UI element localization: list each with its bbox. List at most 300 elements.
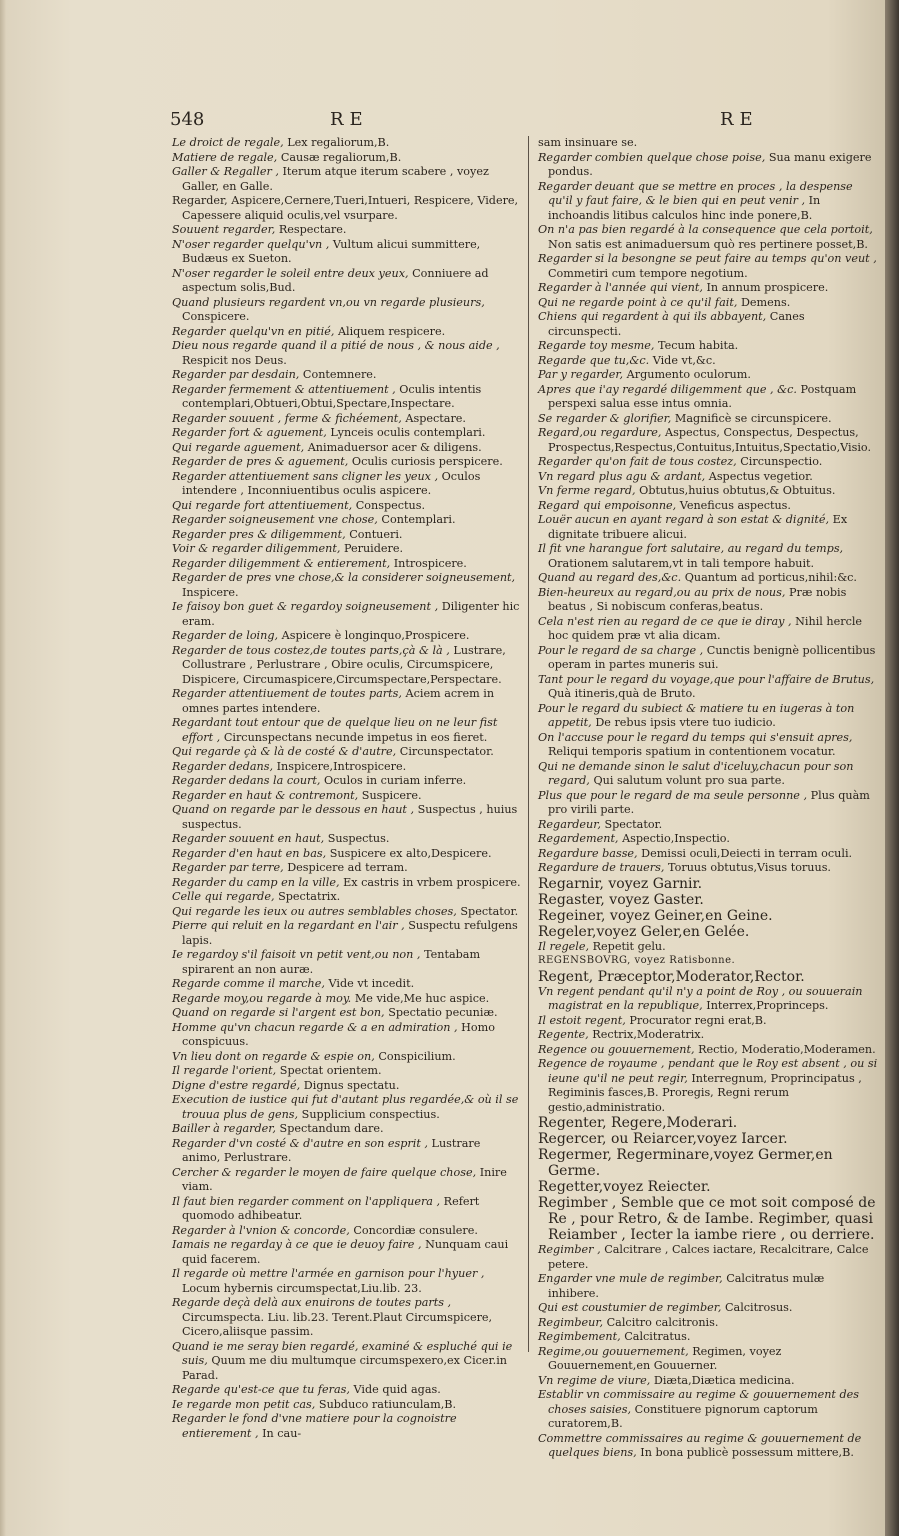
dictionary-entry <box>172 557 522 572</box>
dictionary-entry <box>538 924 878 940</box>
dictionary-entry <box>538 1345 878 1374</box>
entry-term: Qui regarde aguement, <box>172 440 305 454</box>
entry-gloss: Spectator. <box>604 817 663 831</box>
entry-term: Establir vn commissaire au regime & gouuernement des choses saisies, <box>538 1388 859 1416</box>
dictionary-entry <box>538 223 878 252</box>
entry-gloss: Animaduersor acer & diligens. <box>307 440 482 454</box>
dictionary-entry <box>172 1238 522 1267</box>
entry-term: On l'accuse pour le regard du temps qui s'ensuit apres, <box>538 730 853 744</box>
dictionary-entry <box>538 513 878 542</box>
dictionary-entry <box>538 969 878 985</box>
dictionary-entry <box>538 151 878 180</box>
dictionary-entry <box>172 1383 522 1398</box>
entry-gloss: Subduco ratiunculam,B. <box>318 1397 457 1411</box>
dictionary-entry <box>172 296 522 325</box>
dictionary-entry <box>172 1166 522 1195</box>
entry-term: Regente, <box>538 1028 589 1041</box>
entry-gloss: Causæ regaliorum,B. <box>280 150 402 164</box>
right-column <box>538 136 878 1461</box>
entry-term: Voir & regarder diligemment, <box>172 542 341 555</box>
entry-gloss: Calcitrosus. <box>724 1301 793 1314</box>
dictionary-entry <box>172 890 522 905</box>
entry-term: Regarder souuent , ferme & fichéement, <box>172 411 402 425</box>
entry-term: Matiere de regale, <box>172 150 278 164</box>
entry-term: Ie regarde mon petit cas, <box>172 1397 316 1411</box>
entry-term: Regardement, <box>538 832 619 845</box>
dictionary-entry <box>172 151 522 166</box>
dictionary-entry <box>172 687 522 716</box>
entry-gloss: Circumspecta. Liu. lib.23. Terent.Plaut Circumspicere, Cicero,aliisque passim. <box>182 1310 493 1338</box>
dictionary-entry <box>538 832 878 847</box>
entry-gloss: Oculis intentis contemplari,Obtueri,Obtui,Spectare,Inspectare. <box>182 382 482 410</box>
entry-term: Regarder de tous costez,de toutes parts,çà & là , <box>172 643 450 657</box>
dictionary-entry <box>172 861 522 876</box>
entry-term: Regardure de trauers, <box>538 861 665 874</box>
dictionary-entry <box>172 1137 522 1166</box>
entry-gloss: Peruidere. <box>343 542 404 555</box>
dictionary-entry <box>538 1028 878 1043</box>
dictionary-entry <box>538 1301 878 1316</box>
dictionary-entry <box>538 252 878 281</box>
entry-gloss: Argumento oculorum. <box>626 368 751 381</box>
entry-gloss: Conspicilium. <box>378 1049 456 1063</box>
entry-term: Vn regard plus agu & ardant, <box>538 469 706 483</box>
dictionary-entry <box>538 281 878 296</box>
entry-term: Dieu nous regarde quand il a pitié de nous , & nous aide , <box>172 339 500 352</box>
dictionary-entry <box>538 412 878 427</box>
dictionary-entry <box>538 644 878 673</box>
entry-gloss: REGENSBOVRG, voyez Ratisbonne. <box>538 955 736 966</box>
entry-term: Regarder de loing, <box>172 629 279 642</box>
entry-term: Celle qui regarde, <box>172 890 275 903</box>
entry-gloss: Conspicere. <box>182 310 250 323</box>
entry-term: Apres que i'ay regardé diligemment que , &c. <box>538 382 797 396</box>
entry-gloss: In annum prospicere. <box>706 281 829 294</box>
dictionary-entry <box>538 876 878 892</box>
entry-gloss: Inspicere. <box>182 585 239 599</box>
entry-gloss: Respicit nos Deus. <box>182 353 287 367</box>
entry-term: Regarder de pres vne chose,& la considerer soigneusement, <box>172 571 516 584</box>
dictionary-entry <box>538 1147 878 1179</box>
dictionary-entry <box>538 940 878 955</box>
entry-term: Bailler à regarder, <box>172 1122 276 1135</box>
entry-term: Regimbement, <box>538 1330 621 1343</box>
entry-gloss: Calcitrare , Calces iactare, Recalcitrare, Calce petere. <box>548 1243 869 1271</box>
entry-gloss: Constituere pignorum captorum curatorem,B. <box>548 1402 818 1430</box>
dictionary-entry <box>538 586 878 615</box>
entry-term: Vn ferme regard, <box>538 484 636 497</box>
running-head-right: RE <box>720 109 759 130</box>
dictionary-entry <box>172 455 522 470</box>
entry-term: Il fit vne harangue fort salutaire, au regard du temps, <box>538 542 844 555</box>
entry-gloss: Repetit gelu. <box>592 939 666 953</box>
entry-gloss: Cunctis benignè pollicentibus operam in partes muneris sui. <box>548 643 876 671</box>
entry-gloss: Contemnere. <box>302 368 377 381</box>
entry-term: Qui ne regarde point à ce qu'il fait, <box>538 295 738 309</box>
entry-term: Vn regime de viure, <box>538 1373 651 1387</box>
entry-gloss: Vide vt incedit. <box>328 977 415 990</box>
entry-term: Regarder attentiuement sans cligner les yeux , <box>172 469 439 483</box>
dictionary-entry <box>172 919 522 948</box>
entry-gloss: Aciem acrem in omnes partes intendere. <box>182 687 495 715</box>
entry-term: Qui regarde çà & là de costé & d'autre, <box>172 745 397 758</box>
entry-term: Regarder soigneusement vne chose, <box>172 513 378 526</box>
dictionary-entry <box>172 165 522 194</box>
entry-term: Regarder diligemment & entierement, <box>172 556 391 570</box>
entry-term: Le droict de regale, <box>172 136 284 149</box>
entry-gloss: Regetter,voyez Reiecter. <box>538 1179 711 1195</box>
entry-gloss: Calcitro calcitronis. <box>606 1315 719 1329</box>
entry-term: Engarder vne mule de regimber, <box>538 1272 723 1285</box>
dictionary-entry <box>172 412 522 427</box>
entry-gloss: Calcitratus mulæ inhibere. <box>548 1272 825 1300</box>
entry-gloss: In inchoandis litibus calculos hinc inde ponere,B. <box>548 194 821 222</box>
entry-term: Regarder fort & aguement, <box>172 426 327 439</box>
entry-gloss: Supplicium conspectius. <box>301 1107 440 1121</box>
entry-term: Iamais ne regarday à ce que ie deuoy faire , <box>172 1238 422 1251</box>
entry-term: Il regele, <box>538 939 590 953</box>
entry-term: Qui regarde fort attentiuement, <box>172 498 353 512</box>
entry-gloss: Aspectare. <box>405 411 466 425</box>
dictionary-entry <box>538 1195 878 1243</box>
dictionary-entry <box>538 985 878 1014</box>
entry-gloss: Iterum atque iterum scabere , voyez Galler, en Galle. <box>182 165 489 193</box>
entry-gloss: Spectatrix. <box>278 890 341 903</box>
dictionary-entry <box>172 1079 522 1094</box>
entry-term: Vn regent pendant qu'il n'y a point de Roy , ou souuerain magistrat en la republique, <box>538 984 863 1012</box>
entry-term: Regarder de pres & aguement, <box>172 455 349 468</box>
dictionary-entry <box>538 1316 878 1331</box>
entry-gloss: Lynceis oculis contemplari. <box>330 426 486 439</box>
entry-gloss: Despicere ad terram. <box>287 861 408 874</box>
entry-term: Regarder à l'année qui vient, <box>538 281 703 294</box>
entry-gloss: Circunspectator. <box>399 745 494 758</box>
entry-term: Regard qui empoisonne, <box>538 498 677 512</box>
dictionary-entry <box>172 1050 522 1065</box>
entry-gloss: Spectator. <box>460 904 519 918</box>
entry-term: Regarder dedans, <box>172 759 274 773</box>
dictionary-entry <box>172 470 522 499</box>
entry-gloss: Nihil hercle hoc quidem præ vt alia dicam. <box>548 614 863 642</box>
entry-gloss: Toruus obtutus,Visus toruus. <box>668 861 831 874</box>
dictionary-entry <box>172 745 522 760</box>
entry-gloss: Regeler,voyez Geler,en Gelée. <box>538 923 750 940</box>
entry-term: Ie regardoy s'il faisoit vn petit vent,ou non , <box>172 948 421 961</box>
dictionary-entry <box>172 629 522 644</box>
entry-term: Regarde qu'est-ce que tu feras, <box>172 1383 350 1396</box>
entry-term: Par y regarder, <box>538 368 624 381</box>
entry-gloss: Spectandum dare. <box>279 1122 384 1135</box>
dictionary-entry <box>538 426 878 455</box>
dictionary-entry <box>172 644 522 688</box>
dictionary-entry <box>172 542 522 557</box>
dictionary-entry <box>538 310 878 339</box>
dictionary-entry <box>172 1340 522 1384</box>
entry-gloss: Regimen, voyez Gouuernement,en Gouuerner. <box>548 1344 782 1372</box>
entry-term: Souuent regarder, <box>172 223 276 236</box>
entry-gloss: Conniuere ad aspectum solis,Bud. <box>182 266 489 294</box>
dictionary-entry <box>538 571 878 586</box>
entry-gloss: Vide quid agas. <box>353 1383 441 1396</box>
entry-term: Plus que pour le regard de ma seule personne , <box>538 788 808 802</box>
entry-term: Il estoit regent, <box>538 1013 626 1027</box>
entry-gloss: Regermer, Regerminare,voyez Germer,en Germe. <box>538 1147 833 1179</box>
dictionary-entry <box>538 954 878 969</box>
entry-term: Regarder d'en haut en bas, <box>172 846 327 860</box>
entry-term: Regarder fermement & attentiuement , <box>172 382 396 396</box>
entry-term: Regimber , <box>538 1243 601 1256</box>
entry-gloss: Aspectus, Conspectus, Despectus, Prospectus,Respectus,Contuitus,Intuitus,Spectatio,Visio. <box>548 426 872 454</box>
entry-gloss: Conspectus. <box>355 498 426 512</box>
dictionary-entry <box>172 876 522 891</box>
entry-gloss: Regaster, voyez Gaster. <box>538 891 704 908</box>
dictionary-entry <box>172 1195 522 1224</box>
entry-gloss: Ex dignitate tribuere alicui. <box>548 513 848 541</box>
entry-gloss: Suspicere ex alto,Despicere. <box>329 846 492 860</box>
entry-gloss: Interrex,Proprinceps. <box>706 999 829 1012</box>
entry-gloss: Regarder, Aspicere,Cernere,Tueri,Intueri, Respicere, Videre, Capessere aliquid oculis,vel vsurpare. <box>172 194 519 222</box>
dictionary-entry <box>538 760 878 789</box>
entry-term: Pour le regard de sa charge , <box>538 643 704 657</box>
entry-term: Regarder attentiuement de toutes parts, <box>172 687 402 700</box>
entry-gloss: Regarnir, voyez Garnir. <box>538 875 703 892</box>
dictionary-entry <box>172 1412 522 1441</box>
entry-gloss: Concordiæ consulere. <box>353 1223 478 1237</box>
dictionary-entry <box>538 339 878 354</box>
entry-gloss: Plus quàm pro virili parte. <box>548 788 870 816</box>
entry-term: Regarder à l'vnion & concorde, <box>172 1223 350 1237</box>
entry-term: Quand on regarde par le dessous en haut , <box>172 803 415 816</box>
entry-gloss: Interregnum, Proprincipatus , Regiminis fasces,B. Proregis, Regni rerum gestio,administratio. <box>548 1071 862 1114</box>
entry-gloss: Canes circunspecti. <box>548 310 805 338</box>
entry-gloss: Obtutus,huius obtutus,& Obtuitus. <box>639 484 836 497</box>
entry-gloss: In cau- <box>262 1426 302 1440</box>
entry-gloss: Spectat orientem. <box>279 1064 382 1077</box>
entry-term: Galler & Regaller , <box>172 165 279 178</box>
entry-gloss: Suspicere. <box>361 788 422 802</box>
entry-gloss: Rectrix,Moderatrix. <box>592 1028 705 1041</box>
entry-gloss: Oculos intendere , Inconniuentibus oculis aspicere. <box>182 469 481 497</box>
entry-term: Il regarde où mettre l'armée en garnison pour l'hyuer , <box>172 1267 485 1280</box>
entry-gloss: Rectio, Moderatio,Moderamen. <box>698 1042 876 1056</box>
entry-gloss: Aspicere è longinquo,Prospicere. <box>281 629 470 642</box>
left-column <box>172 136 522 1441</box>
entry-term: Digne d'estre regardé, <box>172 1078 301 1092</box>
entry-gloss: Contemplari. <box>381 513 456 526</box>
entry-term: Regence de royaume , pendant que le Roy est absent , ou si ieune qu'il ne peut regir, <box>538 1057 878 1085</box>
dictionary-entry <box>172 760 522 775</box>
entry-gloss: Quà itineris,quà de Bruto. <box>548 687 696 700</box>
dictionary-entry <box>172 905 522 920</box>
entry-term: Quand plusieurs regardent vn,ou vn regarde plusieurs, <box>172 295 485 309</box>
entry-term: Regard,ou regardure, <box>538 426 662 439</box>
entry-term: Louër aucun en ayant regard à son estat & dignité, <box>538 513 830 526</box>
entry-gloss: Lustrare animo, Perlustrare. <box>182 1136 481 1164</box>
entry-term: Pour le regard du subiect & matiere tu en iugeras à ton appetit, <box>538 701 855 729</box>
entry-term: N'oser regarder quelqu'vn , <box>172 237 330 251</box>
dictionary-entry <box>172 383 522 412</box>
entry-term: Il faut bien regarder comment on l'appliquera , <box>172 1194 441 1208</box>
dictionary-entry <box>172 325 522 340</box>
entry-gloss: Præ nobis beatus , Si nobiscum conferas,beatus. <box>548 585 847 613</box>
dictionary-entry <box>538 1131 878 1147</box>
entry-term: Regardure basse, <box>538 846 638 860</box>
entry-term: Quand au regard des,&c. <box>538 571 682 584</box>
dictionary-entry <box>172 1021 522 1050</box>
entry-gloss: In bona publicè possessum mittere,B. <box>640 1446 854 1459</box>
entry-gloss: Calcitratus. <box>624 1330 691 1343</box>
entry-gloss: Circunspectans necunde impetus in eos fieret. <box>223 730 488 744</box>
dictionary-entry <box>172 1093 522 1122</box>
entry-gloss: Postquam perspexi salua esse intus omnia. <box>548 382 857 410</box>
entry-gloss: Magnificè se circunspicere. <box>674 411 832 425</box>
entry-gloss: De rebus ipsis vtere tuo iudicio. <box>595 716 776 729</box>
entry-term: Regarder pres & diligemment, <box>172 527 346 541</box>
entry-gloss: Spectatio pecuniæ. <box>388 1006 498 1019</box>
entry-term: Regarder souuent en haut, <box>172 832 325 845</box>
entry-term: Regarde toy mesme, <box>538 339 655 352</box>
entry-term: Regarder quelqu'vn en pitié, <box>172 324 335 338</box>
entry-term: Regarder par desdain, <box>172 368 300 381</box>
entry-term: Il regarde l'orient, <box>172 1064 277 1077</box>
entry-gloss: Diæta,Diætica medicina. <box>653 1373 795 1387</box>
dictionary-entry <box>538 1272 878 1301</box>
dictionary-entry <box>172 977 522 992</box>
dictionary-entry <box>172 1224 522 1239</box>
dictionary-entry <box>172 441 522 456</box>
entry-gloss: Homo conspicuus. <box>182 1020 495 1048</box>
entry-gloss: Suspectu refulgens lapis. <box>182 919 518 947</box>
entry-gloss: Regenter, Regere,Moderari. <box>538 1115 738 1131</box>
entry-gloss: Non satis est animaduersum quò res pertinere posset,B. <box>548 237 868 251</box>
dictionary-entry <box>538 1014 878 1029</box>
entry-term: On n'a pas bien regardé à la consequence que cela portoit, <box>538 223 873 236</box>
dictionary-entry <box>538 731 878 760</box>
entry-gloss: Suspectus. <box>327 832 390 845</box>
entry-term: Regarder qu'on fait de tous costez, <box>538 455 737 468</box>
entry-gloss: Reliqui temporis spatium in contentionem vocatur. <box>548 745 836 758</box>
dictionary-entry <box>538 1388 878 1432</box>
dictionary-entry <box>172 136 522 151</box>
entry-term: Chiens qui regardent à qui ils abbayent, <box>538 310 767 323</box>
entry-term: Regarde comme il marche, <box>172 977 325 990</box>
dictionary-entry <box>172 267 522 296</box>
entry-gloss: Qui salutum volunt pro sua parte. <box>593 774 785 787</box>
entry-gloss: Oculis curiosis perspicere. <box>351 455 503 468</box>
entry-term: N'oser regarder le soleil entre deux yeux, <box>172 266 409 280</box>
dictionary-entry <box>172 600 522 629</box>
dictionary-entry <box>538 789 878 818</box>
entry-term: Commettre commissaires au regime & gouuernement de quelques biens, <box>538 1431 862 1459</box>
dictionary-entry <box>172 194 522 223</box>
entry-gloss: Regimber , Semble que ce mot soit composé de Re , pour Retro, & de Iambe. Regimber, quasi Reiamber , Iecter la iambe riere , ou derriere. <box>538 1195 876 1243</box>
dictionary-entry <box>538 847 878 862</box>
column-divider <box>528 136 529 1352</box>
entry-gloss: Inire viam. <box>182 1165 507 1193</box>
dictionary-entry <box>538 1432 878 1461</box>
entry-term: Regence ou gouuernement, <box>538 1042 695 1056</box>
entry-term: Regarder le fond d'vne matiere pour la cognoistre entierement , <box>172 1412 457 1440</box>
entry-term: Regardeur, <box>538 817 601 831</box>
entry-term: Regarder par terre, <box>172 861 284 874</box>
entry-gloss: Sua manu exigere pondus. <box>548 150 872 178</box>
entry-gloss: Tecum habita. <box>658 339 739 352</box>
dictionary-entry <box>172 571 522 600</box>
entry-term: Ie faisoy bon guet & regardoy soigneusement , <box>172 600 439 613</box>
dictionary-entry <box>538 702 878 731</box>
entry-gloss: Procurator regni erat,B. <box>629 1013 767 1027</box>
entry-gloss: Oculos in curiam inferre. <box>324 774 467 787</box>
entry-gloss: Aspectus vegetior. <box>708 469 813 483</box>
entry-gloss: Regercer, ou Reiarcer,voyez Iarcer. <box>538 1131 788 1147</box>
entry-term: Regime,ou gouuernement, <box>538 1344 689 1358</box>
entry-gloss: Locum hybernis circumspectat,Liu.lib. 23. <box>182 1281 422 1295</box>
dictionary-entry <box>172 1267 522 1296</box>
dictionary-entry <box>538 383 878 412</box>
entry-term: Se regarder & glorifier, <box>538 411 672 425</box>
entry-gloss: Respectare. <box>278 223 347 236</box>
entry-gloss: Demissi oculi,Deiecti in terram oculi. <box>641 846 853 860</box>
dictionary-entry <box>172 789 522 804</box>
entry-term: Pierre qui reluit en la regardant en l'air , <box>172 919 405 932</box>
dictionary-entry <box>538 1043 878 1058</box>
entry-gloss: Vultum alicui summittere, Budæus ex Sueton. <box>182 237 481 265</box>
entry-gloss: Me vide,Me huc aspice. <box>354 991 490 1005</box>
dictionary-entry <box>172 238 522 267</box>
entry-gloss: Quum me diu multumque circumspexero,ex Cicer.in Parad. <box>182 1354 508 1382</box>
entry-gloss: Introspicere. <box>393 556 467 570</box>
dictionary-entry <box>172 1122 522 1137</box>
dictionary-entry <box>538 1179 878 1195</box>
dictionary-entry <box>538 470 878 485</box>
page-edge-left <box>0 0 6 1536</box>
entry-gloss: Nunquam caui quid facerem. <box>182 1238 509 1266</box>
dictionary-entry <box>172 513 522 528</box>
entry-gloss: Suspectus , huius suspectus. <box>182 803 518 831</box>
dictionary-entry <box>538 1243 878 1272</box>
entry-term: Qui ne demande sinon le salut d'iceluy,chacun pour son regard, <box>538 759 854 787</box>
entry-term: Quand on regarde si l'argent est bon, <box>172 1006 385 1019</box>
dictionary-entry <box>172 992 522 1007</box>
entry-term: Vn lieu dont on regarde & espie on, <box>172 1049 375 1063</box>
entry-term: Regarder dedans la court, <box>172 774 321 787</box>
entry-term: Cela n'est rien au regard de ce que ie diray , <box>538 614 792 628</box>
dictionary-entry <box>172 339 522 368</box>
entry-term: Bien-heureux au regard,ou au prix de nous, <box>538 585 786 599</box>
entry-term: Regarder deuant que se mettre en proces , la despense qu'il y faut faire, & le bien qui en peut venir , <box>538 179 853 207</box>
entry-gloss: Demens. <box>740 295 791 309</box>
entry-term: Homme qu'vn chacun regarde & a en admiration , <box>172 1020 458 1034</box>
dictionary-entry <box>172 847 522 862</box>
entry-gloss: sam insinuare se. <box>538 136 638 149</box>
entry-gloss: Orationem salutarem,vt in tali tempore habuit. <box>548 556 815 570</box>
dictionary-entry <box>172 803 522 832</box>
entry-term: Regarder si la besongne se peut faire au temps qu'on veut , <box>538 252 877 265</box>
entry-term: Qui regarde les ieux ou autres semblables choses, <box>172 904 457 918</box>
entry-gloss: Inspicere,Introspicere. <box>276 759 407 773</box>
entry-term: Regarder combien quelque chose poise, <box>538 150 766 164</box>
dictionary-entry <box>538 908 878 924</box>
entry-term: Regarde moy,ou regarde à moy. <box>172 991 352 1005</box>
dictionary-entry <box>538 818 878 833</box>
entry-gloss: Tentabam spirarent an non auræ. <box>182 948 481 976</box>
dictionary-entry <box>538 1057 878 1115</box>
dictionary-entry <box>172 1064 522 1079</box>
dictionary-entry <box>172 499 522 514</box>
entry-term: Regarder d'vn costé & d'autre en son esprit , <box>172 1136 428 1150</box>
dictionary-entry <box>172 1296 522 1340</box>
dictionary-entry <box>538 296 878 311</box>
